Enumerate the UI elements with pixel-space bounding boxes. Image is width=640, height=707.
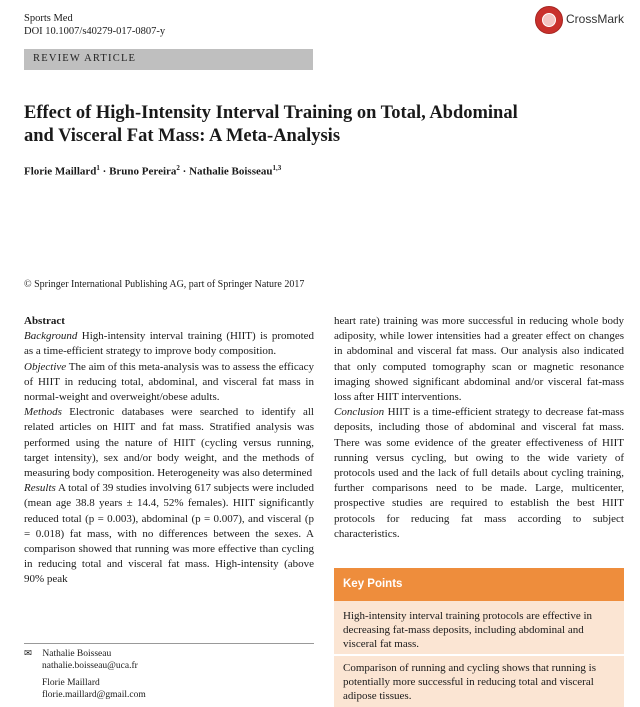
section-label: Objective [24,360,67,373]
author-separator: · [102,165,107,178]
footnote-divider [24,643,314,644]
abstract-right-column [334,314,624,542]
section-text: HIIT is a time-efficient strategy to decrease fat-mass deposits, including those of abdominal and visceral fat mass. There was some evidence of the greater effectiveness of HIIT running versus cycling, but owing to the wide variety of protocols used and the lack of full details about cycling training, further comparisons need to be made. Large, multicenter, prospective studies are required to establish the best HIIT protocols for reducing fat mass according to subject characteristics. [334,406,624,540]
title-line-2: and Visceral Fat Mass: A Meta-Analysis [24,126,341,146]
abstract-background [24,329,314,359]
section-label: Conclusion [334,406,385,419]
section-label: Methods [24,406,62,419]
contact-email[interactable]: florie.maillard@gmail.com [42,690,146,700]
author-affiliation: 1 [96,164,100,172]
contact-name: Florie Maillard [42,678,100,688]
section-label: Results [24,482,56,495]
crossmark-badge[interactable] [535,6,631,34]
abstract-objective [24,360,314,406]
abstract-results-continued: heart rate) training was more successful in reducing whole body adiposity, while lower intensities had a greater effect on changes in abdominal and visceral fat mass. Our analysis also indicated that only computed tomography scan or magnetic resonance imaging showed significant abdominal and/or visceral fat-mass loss after HIIT interventions. [334,315,624,404]
crossmark-icon [535,6,563,34]
section-text: A total of 39 studies involving 617 subjects were included (mean age 38.8 years ± 14.4, 52% females). HIIT significantly reduced total (p = 0.003), abdominal (p = 0.007), and visceral (p = 0.018) fat mass, with no differences between the sexes. A comparison showed that running was more effective than cycling in reducing total and visceral fat mass. High-intensity (above 90% peak [24,482,314,586]
abstract-heading: Abstract [24,315,65,327]
corresponding-author [24,649,111,661]
author-name[interactable]: Nathalie Boisseau [189,165,273,178]
doi[interactable]: DOI 10.1007/s40279-017-0807-y [24,26,166,37]
journal-name: Sports Med [24,13,73,24]
key-points-header [334,568,624,601]
section-label: Background [24,330,78,343]
section-text: Electronic databases were searched to identify all related articles on HIIT and fat mass. Stratified analysis was performed using the nature of HIIT (cycling versus running, target intensity), sex and/or body weight, and the methods of measuring body composition. Heterogeneity was also determined [24,406,314,480]
envelope-icon: ✉ [24,649,32,659]
key-points-separator [334,654,624,656]
contact-name: Nathalie Boisseau [42,649,112,659]
key-point-item: High-intensity interval training protocols are effective in decreasing fat-mass deposits, including abdominal and visceral fat mass. [343,610,593,650]
section-text: The aim of this meta-analysis was to assess the efficacy of HIIT in reducing total, abdominal, and visceral fat mass in normal-weight and overweight/obese adults. [24,360,314,404]
article-type-bar [24,49,313,70]
author-name[interactable]: Bruno Pereira [109,165,177,178]
author-separator: · [182,165,187,178]
abstract-conclusion [334,405,624,542]
copyright-notice: © Springer International Publishing AG, part of Springer Nature 2017 [24,279,305,290]
author-affiliation: 2 [176,164,180,172]
section-text: High-intensity interval training (HIIT) is promoted as a time-efficient strategy to improve body composition. [24,330,315,358]
abstract-methods [24,405,314,481]
title-line-1: Effect of High-Intensity Interval Training on Total, Abdominal [24,103,518,123]
article-type: REVIEW ARTICLE [33,53,137,64]
author-name[interactable]: Florie Maillard [24,165,97,178]
contact-email[interactable]: nathalie.boisseau@uca.fr [42,661,138,671]
key-point-item: Comparison of running and cycling shows that running is potentially more successful in reducing total and visceral adipose tissues. [343,662,596,702]
abstract-left-column [24,314,314,588]
key-points-box [334,568,624,707]
author-affiliation: 1,3 [272,164,282,172]
crossmark-label: CrossMark [566,12,625,26]
abstract-results [24,481,314,587]
author-list [24,164,281,178]
article-title [24,102,624,148]
key-points-heading: Key Points [343,578,403,590]
